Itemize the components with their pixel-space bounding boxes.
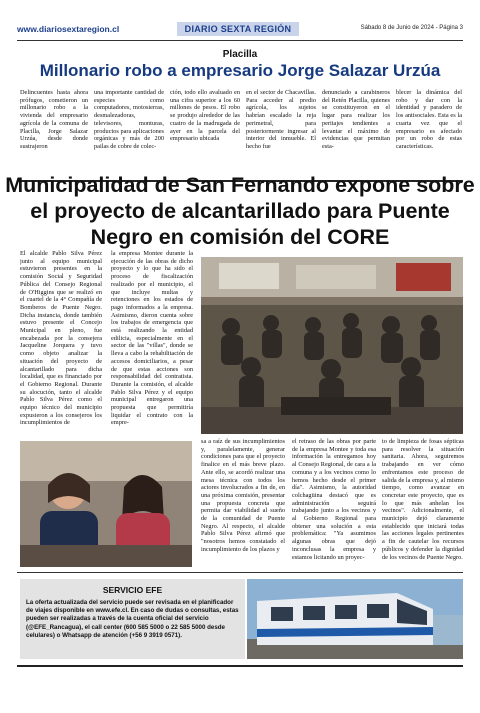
service-body: La oferta actualizada del servicio puede ser revisada en el planificador de viajes disponible en www.efe.cl. En caso de dudas o consultas, estas pueden ser realizadas a través de la cuenta oficial del servicio (@EFE_Rancagua), el call center (600 585 5000 o 22 585 5000 desde celulares) o Whatsapp de atención (+56 9 3919 0571). <box>26 599 239 639</box>
site-url[interactable]: www.diariosextaregion.cl <box>17 24 120 34</box>
meeting-photo <box>201 257 463 434</box>
issue-date: Sábado 8 de Junio de 2024 - Página 3 <box>360 25 463 31</box>
story2-column: to de limpieza de fosas sépticas para resolver la situación sanitaria. Ahora, seguiremos trabajando en ver cómo enfrentamos este proceso de salida de la empresa y, al mismo tiempo, como avanzar en concretar este proyecto, que es lo que más anhelan los vecinos". Adicionalmente, el municipio dejó claramente establecido que iniciará todas las acciones legales pertinentes a fin de cautelar los recursos públicos y defender la dignidad de los vecinos de Puente Negro. <box>382 438 464 561</box>
story1-column: ción, todo ello avaluado en una cifra superior a los 60 millones de pesos. El robo se produjo alrededor de las cuatro de la madrugada de ayer en la parcela del empresario ubicada <box>170 89 240 143</box>
footer-rule <box>17 572 463 573</box>
story1-headline: Millonario robo a empresario Jorge Salazar Urzúa <box>39 61 441 80</box>
top-bar <box>17 22 463 38</box>
service-title: SERVICIO EFE <box>102 585 163 595</box>
newspaper-brand: DIARIO SEXTA REGIÓN <box>177 22 299 36</box>
story1-column: Delincuentes hasta ahora prófugos, cometieron un millonario robo a la vivienda del empresario agrícola de la comuna de Placilla, Jorge Salazar Urzúa, desde donde sustrajeron <box>20 89 88 150</box>
story2-headline: Municipalidad de San Fernando expone sobre el proyecto de alcantarillado para Puente Negro en comisión del CORE <box>5 173 475 249</box>
train-photo <box>247 579 463 659</box>
story2-column: El alcalde Pablo Silva Pérez junto al equipo municipal estuvieron presentes en la comisión Social y Seguridad Pública del Consejo Regional de O'Higgins que se realizó en el cuartel de la 4° Compañía de Bomberos de Puente Negro. Dicha instancia, donde también estuvo presente el Concejo Municipal en pleno, fue encabezada por la consejera Jacqueline Jorquera y tuvo como objeto analizar la situación del proyecto de alcantarillado para dicha localidad, que es financiado por el Gobierno Regional. Durante su alocución, tanto el alcalde Pablo Silva Pérez como el equipo técnico del municipio expusieron a los consejeros los incumplimientos de <box>20 250 102 427</box>
bottom-rule <box>17 665 463 667</box>
story2-column: el retraso de las obras por parte de la empresa Montee y toda esa información la entregamos hoy al Consejo Regional, de cara a la comuna y a los vecinos como lo hemos hecho desde el primer día". Asimismo, la autoridad colchagüina destacó que es administración seguirá trabajando junto a los vecinos y al Gobierno Regional para obtener una solución a esta problemática: "Ya asumimos algunas obras que dejó inconclusas la empresa y estamos licitando un proyec- <box>292 438 376 561</box>
service-box <box>20 579 245 659</box>
story1-column: denunciado a carabineros del Retén Placilla, quienes se constituyeron en el lugar para realizar los peritajes tendientes a levantar el máximo de evidencias que permitan esta- <box>322 89 390 150</box>
story2-column: la empresa Montee durante la ejecución de las obras de dicho proyecto y lo que ha sido el proceso de fiscalización realizado por el municipio, el que incluye multas y retenciones en los estados de pago informados a la empresa. Asimismo, dieron cuenta sobre los trabajos de emergencia que está realizando la entidad edilicia, especialmente en el sector de las "villas", donde se lleva a cabo la rehabilitación de accesos domiciliarios, a pesar de que estas acciones son responsabilidad del contratista. Durante la comisión, el alcalde Pablo Silva Pérez y el equipo municipal entregaron una propuesta que permitiría liquidar el contrato con la empre- <box>111 250 193 427</box>
officials-photo <box>20 441 192 567</box>
story1-column: en el sector de Chacavillas. Para acceder al predio agrícola, los sujetos habrían escalado la reja perimetral, para posteriormente ingresar al interior del inmueble. El hecho fue <box>246 89 316 150</box>
story1-column: una importante cantidad de especies como computadores, motosierras, desmalezadoras, televisores, monturas, productos para aplicaciones orgánicas y más de 200 pailas de cobre de colec- <box>94 89 164 150</box>
story1-column: blecer la dinámica del robo y dar con la identidad y paradero de los antisociales. Esta es la cuarta vez que el empresario es afectado por un robo de estas características. <box>396 89 462 150</box>
story1-kicker: Placilla <box>222 49 258 60</box>
story2-column: sa a raíz de sus incumplimientos y, paralelamente, generar condiciones para que el proyecto finalice en el más breve plazo. Ante ello, se acordó realizar una mesa técnica con todos los actores involucrados a fin de, en una próxima comisión, presentar una propuesta concreta que permita dar viabilidad al sueño de la comunidad de Puente Negro. Al respecto, el alcalde Pablo Silva Pérez afirmó que "nosotros hemos constatado el incumplimiento de los plazos y <box>201 438 285 553</box>
header-rule <box>17 40 463 41</box>
story1-body <box>20 89 462 177</box>
